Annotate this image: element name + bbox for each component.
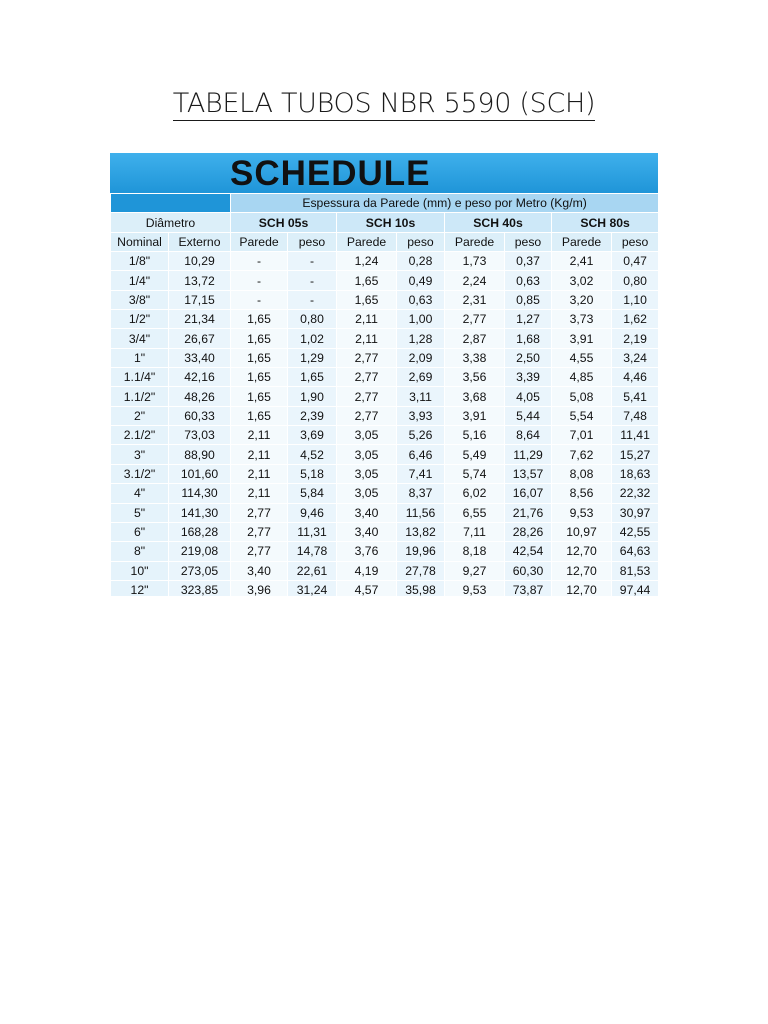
cell-externo: 88,90 [169,445,231,464]
cell-nominal: 3" [111,445,169,464]
cell-externo: 26,67 [169,329,231,348]
cell-externo: 21,34 [169,310,231,329]
cell-sch80s-parede: 4,55 [552,348,612,367]
table-row [111,522,659,541]
table-row [111,426,659,445]
cell-nominal: 2.1/2" [111,426,169,445]
cell-sch40s-parede: 5,74 [445,464,505,483]
cell-sch05s-peso: 4,52 [288,445,337,464]
cell-nominal: 3/8" [111,290,169,309]
table-row [111,290,659,309]
cell-sch05s-peso: 1,29 [288,348,337,367]
cell-sch80s-parede: 8,08 [552,464,612,483]
cell-sch80s-parede: 9,53 [552,503,612,522]
cell-sch80s-parede: 3,91 [552,329,612,348]
cell-sch40s-parede: 3,91 [445,406,505,425]
cell-nominal: 1/2" [111,310,169,329]
group-header-sch10s: SCH 10s [337,213,445,232]
diameter-header: Diâmetro [111,213,231,232]
cell-externo: 48,26 [169,387,231,406]
cell-sch80s-parede: 4,85 [552,368,612,387]
col-header-peso: peso [612,232,659,251]
cell-sch05s-parede: 1,65 [231,348,288,367]
cell-sch40s-peso: 8,64 [505,426,552,445]
cell-sch05s-peso: - [288,252,337,271]
cell-sch10s-peso: 3,93 [397,406,445,425]
table-row [111,271,659,290]
cell-sch10s-peso: 0,49 [397,271,445,290]
group-header-row [111,213,659,232]
cell-externo: 168,28 [169,522,231,541]
cell-externo: 323,85 [169,580,231,596]
table-row [111,542,659,561]
cell-sch80s-peso: 18,63 [612,464,659,483]
cell-sch10s-peso: 1,28 [397,329,445,348]
table-row [111,580,659,596]
cell-sch05s-parede: - [231,271,288,290]
cell-nominal: 10" [111,561,169,580]
cell-nominal: 1" [111,348,169,367]
cell-sch80s-peso: 42,55 [612,522,659,541]
cell-externo: 101,60 [169,464,231,483]
cell-sch40s-peso: 2,50 [505,348,552,367]
cell-sch40s-peso: 60,30 [505,561,552,580]
cell-sch10s-parede: 3,40 [337,522,397,541]
cell-sch80s-parede: 5,54 [552,406,612,425]
cell-externo: 10,29 [169,252,231,271]
cell-externo: 60,33 [169,406,231,425]
cell-sch05s-parede: 2,11 [231,464,288,483]
cell-sch10s-peso: 13,82 [397,522,445,541]
table-row [111,503,659,522]
cell-sch40s-parede: 9,53 [445,580,505,596]
cell-sch40s-peso: 1,27 [505,310,552,329]
cell-nominal: 2" [111,406,169,425]
cell-sch10s-parede: 2,77 [337,406,397,425]
cell-sch05s-parede: 1,65 [231,329,288,348]
cell-sch80s-peso: 5,41 [612,387,659,406]
cell-sch40s-parede: 3,56 [445,368,505,387]
cell-sch10s-parede: 3,05 [337,484,397,503]
cell-sch80s-peso: 81,53 [612,561,659,580]
cell-sch10s-parede: 2,77 [337,368,397,387]
cell-sch80s-parede: 5,08 [552,387,612,406]
cell-sch40s-parede: 5,16 [445,426,505,445]
cell-sch10s-parede: 2,77 [337,348,397,367]
cell-nominal: 3/4" [111,329,169,348]
cell-sch05s-peso: 1,65 [288,368,337,387]
cell-sch05s-peso: 11,31 [288,522,337,541]
cell-sch05s-peso: 3,69 [288,426,337,445]
table-row [111,484,659,503]
cell-nominal: 3.1/2" [111,464,169,483]
cell-externo: 13,72 [169,271,231,290]
cell-sch10s-peso: 0,63 [397,290,445,309]
cell-sch05s-parede: 3,40 [231,561,288,580]
cell-sch80s-parede: 8,56 [552,484,612,503]
cell-sch05s-peso: 14,78 [288,542,337,561]
cell-externo: 42,16 [169,368,231,387]
cell-sch10s-peso: 8,37 [397,484,445,503]
cell-sch05s-peso: 22,61 [288,561,337,580]
table-row [111,561,659,580]
cell-sch40s-parede: 6,02 [445,484,505,503]
table-row [111,387,659,406]
cell-externo: 33,40 [169,348,231,367]
cell-sch10s-parede: 3,40 [337,503,397,522]
cell-sch05s-parede: 1,65 [231,406,288,425]
cell-sch40s-parede: 1,73 [445,252,505,271]
schedule-banner-text: SCHEDULE [230,154,431,193]
cell-sch05s-parede: 2,77 [231,522,288,541]
cell-sch40s-parede: 5,49 [445,445,505,464]
cell-sch10s-peso: 19,96 [397,542,445,561]
cell-nominal: 6" [111,522,169,541]
cell-sch80s-parede: 10,97 [552,522,612,541]
cell-sch80s-parede: 12,70 [552,561,612,580]
document-title-text: TABELA TUBOS NBR 5590 (SCH) [172,88,596,119]
cell-sch80s-peso: 0,80 [612,271,659,290]
schedule-banner [110,153,658,193]
cell-sch10s-parede: 4,57 [337,580,397,596]
cell-sch80s-peso: 0,47 [612,252,659,271]
cell-sch10s-peso: 0,28 [397,252,445,271]
cell-externo: 73,03 [169,426,231,445]
cell-sch10s-parede: 1,65 [337,290,397,309]
cell-sch10s-peso: 2,09 [397,348,445,367]
cell-sch40s-parede: 2,77 [445,310,505,329]
cell-sch80s-parede: 12,70 [552,542,612,561]
cell-sch40s-parede: 2,87 [445,329,505,348]
cell-sch05s-peso: 1,02 [288,329,337,348]
cell-sch80s-peso: 11,41 [612,426,659,445]
cell-sch10s-parede: 3,05 [337,445,397,464]
table-row [111,406,659,425]
cell-sch80s-peso: 1,10 [612,290,659,309]
table-row [111,445,659,464]
cell-nominal: 4" [111,484,169,503]
cell-sch80s-peso: 15,27 [612,445,659,464]
cell-externo: 17,15 [169,290,231,309]
cell-sch80s-peso: 64,63 [612,542,659,561]
cell-sch05s-parede: 2,77 [231,542,288,561]
cell-sch40s-peso: 1,68 [505,329,552,348]
cell-sch40s-parede: 3,38 [445,348,505,367]
cell-nominal: 12" [111,580,169,596]
cell-sch80s-peso: 3,24 [612,348,659,367]
schedule-table [110,193,658,596]
cell-sch05s-parede: 1,65 [231,387,288,406]
cell-sch05s-parede: 2,11 [231,484,288,503]
cell-sch40s-peso: 73,87 [505,580,552,596]
cell-nominal: 8" [111,542,169,561]
cell-nominal: 1/4" [111,271,169,290]
cell-sch10s-parede: 2,77 [337,387,397,406]
cell-sch05s-peso: 1,90 [288,387,337,406]
cell-nominal: 5" [111,503,169,522]
cell-sch80s-parede: 3,20 [552,290,612,309]
schedule-table-body [111,252,659,596]
table-row [111,310,659,329]
cell-sch40s-parede: 7,11 [445,522,505,541]
cell-sch10s-parede: 3,05 [337,426,397,445]
cell-sch40s-peso: 4,05 [505,387,552,406]
cell-sch10s-peso: 1,00 [397,310,445,329]
cell-sch05s-peso: - [288,271,337,290]
cell-sch80s-peso: 7,48 [612,406,659,425]
cell-sch05s-peso: 0,80 [288,310,337,329]
document-title [0,88,768,119]
cell-sch10s-peso: 11,56 [397,503,445,522]
col-header-parede: Parede [552,232,612,251]
cell-sch40s-peso: 16,07 [505,484,552,503]
cell-sch10s-parede: 3,76 [337,542,397,561]
cell-sch10s-parede: 3,05 [337,464,397,483]
cell-sch05s-parede: 2,11 [231,426,288,445]
cell-sch80s-parede: 7,01 [552,426,612,445]
cell-sch40s-parede: 2,24 [445,271,505,290]
col-header-parede: Parede [231,232,288,251]
cell-sch05s-parede: 3,96 [231,580,288,596]
cell-sch05s-parede: - [231,290,288,309]
cell-sch80s-peso: 2,19 [612,329,659,348]
cell-sch05s-parede: - [231,252,288,271]
col-header-peso: peso [397,232,445,251]
group-header-sch05s: SCH 05s [231,213,337,232]
cell-externo: 219,08 [169,542,231,561]
cell-sch10s-peso: 35,98 [397,580,445,596]
col-header-peso: peso [505,232,552,251]
cell-sch10s-peso: 6,46 [397,445,445,464]
cell-sch10s-peso: 5,26 [397,426,445,445]
cell-sch40s-parede: 6,55 [445,503,505,522]
cell-sch05s-parede: 1,65 [231,368,288,387]
cell-sch40s-peso: 5,44 [505,406,552,425]
col-header-parede: Parede [337,232,397,251]
col-header-externo: Externo [169,232,231,251]
cell-sch80s-peso: 1,62 [612,310,659,329]
group-header-sch40s: SCH 40s [445,213,552,232]
cell-sch10s-parede: 1,24 [337,252,397,271]
cell-nominal: 1.1/2" [111,387,169,406]
cell-sch10s-parede: 2,11 [337,310,397,329]
sub-header-row [111,232,659,251]
cell-sch05s-peso: 9,46 [288,503,337,522]
cell-sch10s-parede: 4,19 [337,561,397,580]
cell-sch40s-parede: 3,68 [445,387,505,406]
cell-sch05s-peso: - [288,290,337,309]
schedule-table-image [110,153,658,596]
cell-sch10s-peso: 2,69 [397,368,445,387]
cell-sch40s-peso: 13,57 [505,464,552,483]
cell-sch80s-peso: 30,97 [612,503,659,522]
cell-sch80s-parede: 12,70 [552,580,612,596]
cell-sch80s-parede: 7,62 [552,445,612,464]
cell-nominal: 1/8" [111,252,169,271]
group-header-sch80s: SCH 80s [552,213,659,232]
table-row [111,252,659,271]
blank-corner-cell [111,194,231,213]
cell-sch10s-peso: 7,41 [397,464,445,483]
table-row [111,329,659,348]
cell-sch05s-peso: 5,18 [288,464,337,483]
cell-sch05s-peso: 31,24 [288,580,337,596]
col-header-nominal: Nominal [111,232,169,251]
cell-sch10s-parede: 1,65 [337,271,397,290]
cell-sch05s-peso: 2,39 [288,406,337,425]
caption-row [111,194,659,213]
cell-externo: 141,30 [169,503,231,522]
cell-sch40s-parede: 9,27 [445,561,505,580]
cell-sch40s-peso: 0,37 [505,252,552,271]
col-header-parede: Parede [445,232,505,251]
cell-sch80s-peso: 97,44 [612,580,659,596]
cell-sch40s-peso: 11,29 [505,445,552,464]
col-header-peso: peso [288,232,337,251]
cell-sch40s-peso: 28,26 [505,522,552,541]
cell-sch10s-peso: 3,11 [397,387,445,406]
cell-sch05s-parede: 1,65 [231,310,288,329]
cell-sch40s-peso: 0,85 [505,290,552,309]
cell-sch05s-peso: 5,84 [288,484,337,503]
cell-sch05s-parede: 2,77 [231,503,288,522]
cell-sch40s-peso: 42,54 [505,542,552,561]
cell-sch40s-peso: 0,63 [505,271,552,290]
cell-sch10s-parede: 2,11 [337,329,397,348]
cell-sch80s-parede: 3,02 [552,271,612,290]
cell-sch40s-parede: 8,18 [445,542,505,561]
cell-sch80s-parede: 3,73 [552,310,612,329]
table-row [111,368,659,387]
cell-sch10s-peso: 27,78 [397,561,445,580]
cell-externo: 273,05 [169,561,231,580]
cell-sch40s-parede: 2,31 [445,290,505,309]
table-caption: Espessura da Parede (mm) e peso por Metro (Kg/m) [231,194,659,213]
cell-sch80s-parede: 2,41 [552,252,612,271]
cell-nominal: 1.1/4" [111,368,169,387]
cell-sch05s-parede: 2,11 [231,445,288,464]
cell-sch80s-peso: 22,32 [612,484,659,503]
cell-sch40s-peso: 21,76 [505,503,552,522]
table-row [111,464,659,483]
cell-sch80s-peso: 4,46 [612,368,659,387]
cell-externo: 114,30 [169,484,231,503]
table-row [111,348,659,367]
cell-sch40s-peso: 3,39 [505,368,552,387]
